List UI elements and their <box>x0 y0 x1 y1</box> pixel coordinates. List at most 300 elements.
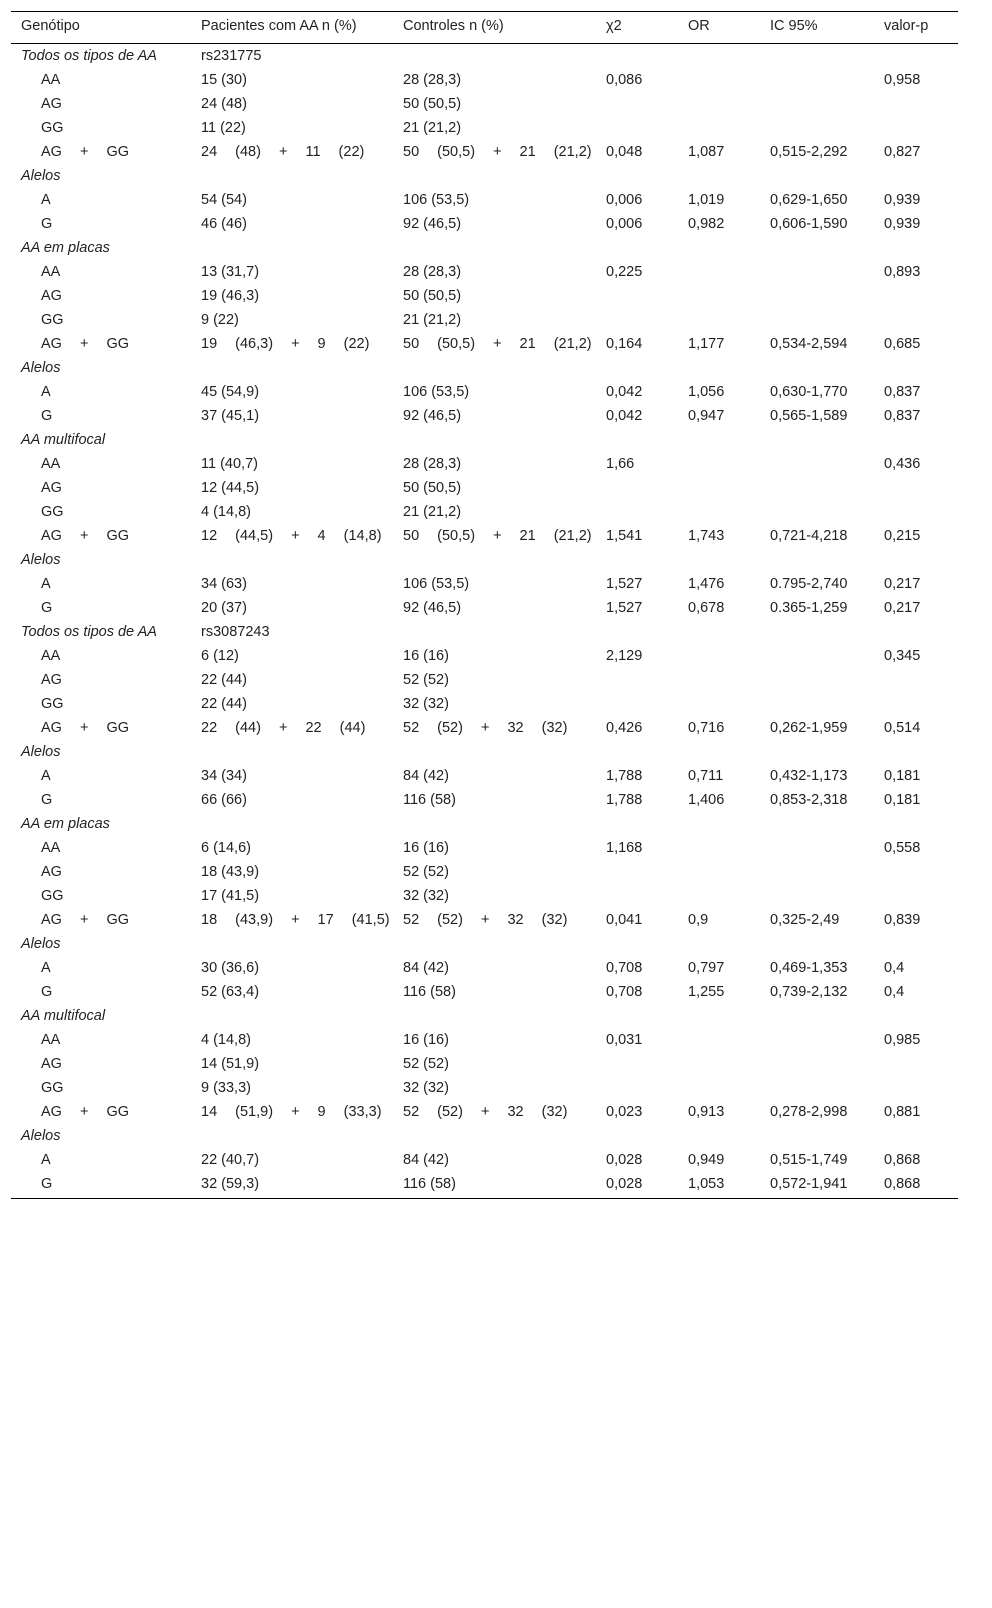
cell-valor-p: 0,939 <box>884 216 921 232</box>
cell-controles: 21 (21,2) <box>403 120 462 136</box>
cell-chi2 <box>596 692 678 716</box>
cell-or <box>678 548 760 572</box>
table-row <box>11 860 958 884</box>
section-row <box>11 236 958 260</box>
cell-or: 1,053 <box>678 1172 760 1199</box>
table-header-row <box>11 12 958 44</box>
cell-genotipo: GG <box>41 120 64 136</box>
cell-controles: 106 (53,5) <box>403 576 470 592</box>
cell-controles: 21 (21,2) <box>403 504 462 520</box>
cell-controles: 32 (32) <box>403 888 449 904</box>
cell-ic95: 0,721-4,218 <box>770 528 848 544</box>
cell-valor-p: 0,217 <box>884 576 921 592</box>
cell-genotipo: AG <box>41 864 62 880</box>
cell-genotipo: G <box>41 408 53 424</box>
table-row <box>11 1172 958 1199</box>
cell-or <box>678 356 760 380</box>
cell-genotipo: AA multifocal <box>21 432 106 448</box>
cell-genotipo: A <box>41 576 51 592</box>
cell-ic95 <box>760 260 874 284</box>
cell-genotipo: GG <box>41 888 64 904</box>
cell-genotipo: AG <box>41 672 62 688</box>
cell-genotipo: AA <box>41 648 61 664</box>
cell-or: 1,056 <box>688 384 725 400</box>
cell-chi2 <box>596 1052 678 1076</box>
cell-valor-p <box>874 860 958 884</box>
cell-or <box>678 428 760 452</box>
table-row <box>11 716 958 740</box>
cell-or <box>678 884 760 908</box>
cell-pacientes: 14 (51,9) + 9 (33,3) <box>201 1104 382 1120</box>
cell-controles <box>393 620 596 644</box>
table-row <box>11 260 958 284</box>
cell-or <box>678 500 760 524</box>
cell-genotipo: Todos os tipos de AA <box>21 48 157 64</box>
section-row <box>11 740 958 764</box>
cell-controles: 16 (16) <box>403 840 449 856</box>
cell-controles <box>393 812 596 836</box>
cell-valor-p: 0,893 <box>884 264 921 280</box>
cell-chi2: 0,006 <box>606 192 643 208</box>
table-row <box>11 980 958 1004</box>
cell-or <box>678 92 760 116</box>
cell-pacientes: rs3087243 <box>201 624 270 640</box>
cell-chi2: 2,129 <box>606 648 643 664</box>
table-row <box>11 908 958 932</box>
cell-ic95: 0,469-1,353 <box>770 960 848 976</box>
table-row <box>11 764 958 788</box>
cell-genotipo: AA <box>41 456 61 472</box>
cell-ic95 <box>760 452 874 476</box>
cell-or <box>678 860 760 884</box>
cell-ic95 <box>760 356 874 380</box>
cell-chi2 <box>596 884 678 908</box>
cell-genotipo: AG + GG <box>41 336 130 352</box>
cell-controles: 106 (53,5) <box>403 384 470 400</box>
cell-genotipo: AA em placas <box>21 816 110 832</box>
cell-ic95 <box>760 1052 874 1076</box>
cell-valor-p: 0,181 <box>884 768 921 784</box>
cell-controles: 28 (28,3) <box>403 264 462 280</box>
cell-or <box>678 812 760 836</box>
cell-controles: 52 (52) + 32 (32) <box>403 720 568 736</box>
cell-ic95: 0,739-2,132 <box>770 984 848 1000</box>
cell-ic95: 0,572-1,941 <box>760 1172 874 1199</box>
section-row <box>11 812 958 836</box>
cell-genotipo: AA <box>41 1032 61 1048</box>
cell-pacientes: 34 (63) <box>201 576 247 592</box>
table-row <box>11 1148 958 1172</box>
section-row <box>11 1004 958 1028</box>
table-row <box>11 308 958 332</box>
cell-valor-p: 0,685 <box>884 336 921 352</box>
cell-or: 1,087 <box>688 144 725 160</box>
cell-genotipo: G <box>41 600 53 616</box>
cell-or <box>678 116 760 140</box>
cell-valor-p <box>874 548 958 572</box>
cell-chi2: 0,023 <box>606 1104 643 1120</box>
cell-valor-p: 0,837 <box>884 384 921 400</box>
cell-pacientes <box>191 356 393 380</box>
cell-pacientes <box>191 548 393 572</box>
cell-or: 0,9 <box>688 912 709 928</box>
cell-ic95 <box>760 860 874 884</box>
cell-ic95 <box>760 812 874 836</box>
table-row <box>11 596 958 620</box>
cell-chi2: 0,028 <box>606 1152 643 1168</box>
cell-valor-p <box>874 164 958 188</box>
table-row <box>11 452 958 476</box>
cell-valor-p <box>874 236 958 260</box>
cell-genotipo: AG + GG <box>41 144 130 160</box>
cell-controles: 52 (52) + 32 (32) <box>403 1104 568 1120</box>
cell-pacientes: 19 (46,3) <box>201 288 260 304</box>
cell-genotipo: G <box>41 792 53 808</box>
cell-or <box>678 932 760 956</box>
cell-ic95 <box>760 644 874 668</box>
cell-valor-p <box>874 620 958 644</box>
cell-valor-p: 0,181 <box>884 792 921 808</box>
section-row <box>11 548 958 572</box>
cell-or <box>678 740 760 764</box>
cell-controles: 52 (52) <box>403 1056 449 1072</box>
header-controles: Controles n (%) <box>393 12 596 44</box>
cell-or <box>678 236 760 260</box>
cell-ic95 <box>760 116 874 140</box>
table-row <box>11 884 958 908</box>
cell-or: 0,982 <box>688 216 725 232</box>
cell-chi2 <box>596 932 678 956</box>
cell-genotipo: GG <box>41 696 64 712</box>
cell-ic95 <box>760 1076 874 1100</box>
table-row <box>11 1052 958 1076</box>
cell-pacientes: 22 (40,7) <box>201 1152 260 1168</box>
cell-pacientes <box>191 428 393 452</box>
cell-pacientes: 18 (43,9) + 17 (41,5) <box>201 912 390 928</box>
cell-or: 1,476 <box>688 576 725 592</box>
cell-controles: 50 (50,5) + 21 (21,2) <box>403 528 592 544</box>
table-row <box>11 284 958 308</box>
cell-controles: 84 (42) <box>403 768 449 784</box>
cell-valor-p: 0,514 <box>884 720 921 736</box>
cell-valor-p: 0,868 <box>884 1152 921 1168</box>
cell-pacientes: 24 (48) <box>201 96 247 112</box>
header-pacientes: Pacientes com AA n (%) <box>191 12 393 44</box>
cell-valor-p: 0,839 <box>884 912 921 928</box>
cell-ic95 <box>760 68 874 92</box>
cell-chi2: 1,788 <box>606 768 643 784</box>
cell-or <box>678 1052 760 1076</box>
cell-or: 1,019 <box>688 192 725 208</box>
cell-pacientes: 66 (66) <box>201 792 247 808</box>
header-genotipo: Genótipo <box>11 12 191 44</box>
cell-valor-p <box>874 812 958 836</box>
cell-ic95 <box>760 308 874 332</box>
cell-controles: 92 (46,5) <box>403 408 462 424</box>
cell-chi2: 0,086 <box>606 72 643 88</box>
cell-valor-p: 0,837 <box>884 408 921 424</box>
table-row <box>11 644 958 668</box>
cell-genotipo: GG <box>41 312 64 328</box>
cell-chi2 <box>596 476 678 500</box>
cell-ic95: 0,853-2,318 <box>770 792 848 808</box>
cell-ic95 <box>760 692 874 716</box>
cell-genotipo: AG + GG <box>41 528 130 544</box>
cell-ic95 <box>760 92 874 116</box>
cell-valor-p <box>874 284 958 308</box>
cell-ic95 <box>760 428 874 452</box>
cell-or: 1,406 <box>688 792 725 808</box>
cell-or <box>678 284 760 308</box>
cell-controles <box>393 1004 596 1028</box>
cell-controles <box>393 548 596 572</box>
cell-genotipo: A <box>41 1152 51 1168</box>
cell-or: 0,716 <box>688 720 725 736</box>
cell-chi2 <box>596 668 678 692</box>
cell-valor-p <box>874 44 958 69</box>
cell-ic95: 0.365-1,259 <box>770 600 848 616</box>
cell-or: 0,797 <box>688 960 725 976</box>
table-row <box>11 476 958 500</box>
table-row <box>11 188 958 212</box>
section-row <box>11 164 958 188</box>
cell-controles: 106 (53,5) <box>403 192 470 208</box>
cell-genotipo: Alelos <box>21 1128 61 1144</box>
cell-valor-p <box>874 884 958 908</box>
cell-or <box>678 836 760 860</box>
cell-genotipo: Alelos <box>21 744 61 760</box>
cell-chi2 <box>596 116 678 140</box>
cell-genotipo: G <box>11 1172 191 1199</box>
section-row <box>11 356 958 380</box>
cell-genotipo: AG <box>41 96 62 112</box>
cell-controles <box>393 428 596 452</box>
cell-controles <box>393 932 596 956</box>
cell-or: 0,949 <box>688 1152 725 1168</box>
cell-pacientes: 12 (44,5) + 4 (14,8) <box>201 528 382 544</box>
cell-chi2 <box>596 284 678 308</box>
cell-chi2 <box>596 236 678 260</box>
cell-or: 0,913 <box>688 1104 725 1120</box>
cell-pacientes: 11 (40,7) <box>201 456 258 472</box>
table-row <box>11 524 958 548</box>
cell-chi2 <box>596 548 678 572</box>
cell-genotipo: AA multifocal <box>21 1008 106 1024</box>
cell-chi2 <box>596 860 678 884</box>
cell-pacientes: 6 (14,6) <box>201 840 251 856</box>
cell-ic95 <box>760 44 874 69</box>
genotype-association-table <box>11 11 958 1199</box>
cell-pacientes <box>191 740 393 764</box>
cell-chi2 <box>596 620 678 644</box>
cell-controles <box>393 236 596 260</box>
cell-valor-p: 0,939 <box>884 192 921 208</box>
cell-valor-p: 0,4 <box>884 960 905 976</box>
section-row <box>11 44 958 69</box>
table-row <box>11 68 958 92</box>
cell-ic95 <box>760 476 874 500</box>
cell-controles <box>393 1124 596 1148</box>
cell-valor-p <box>874 308 958 332</box>
cell-chi2 <box>596 740 678 764</box>
cell-controles: 116 (58) <box>403 792 456 808</box>
cell-or <box>678 1124 760 1148</box>
section-row <box>11 932 958 956</box>
cell-genotipo: A <box>41 384 51 400</box>
cell-ic95 <box>760 236 874 260</box>
cell-controles: 32 (32) <box>403 1080 449 1096</box>
cell-controles: 84 (42) <box>403 960 449 976</box>
cell-pacientes: 37 (45,1) <box>201 408 260 424</box>
cell-pacientes <box>191 812 393 836</box>
cell-ic95: 0,565-1,589 <box>770 408 848 424</box>
cell-controles: 116 (58) <box>403 984 456 1000</box>
cell-pacientes: 46 (46) <box>201 216 247 232</box>
cell-or: 0,947 <box>688 408 725 424</box>
cell-controles: 52 (52) <box>403 672 449 688</box>
cell-chi2 <box>596 44 678 69</box>
cell-chi2: 0,031 <box>606 1032 643 1048</box>
cell-pacientes: 9 (22) <box>201 312 239 328</box>
table-row <box>11 956 958 980</box>
cell-valor-p: 0,827 <box>884 144 921 160</box>
cell-controles: 52 (52) + 32 (32) <box>403 912 568 928</box>
cell-chi2: 1,66 <box>606 456 635 472</box>
cell-pacientes <box>191 1124 393 1148</box>
cell-or <box>678 260 760 284</box>
cell-chi2 <box>596 92 678 116</box>
cell-or <box>678 452 760 476</box>
cell-pacientes: 52 (63,4) <box>201 984 260 1000</box>
cell-controles <box>393 740 596 764</box>
cell-valor-p <box>874 740 958 764</box>
table-row <box>11 92 958 116</box>
cell-controles: 92 (46,5) <box>403 216 462 232</box>
cell-controles: 50 (50,5) <box>403 480 462 496</box>
cell-valor-p: 0,345 <box>884 648 921 664</box>
cell-controles: 32 (32) <box>403 696 449 712</box>
cell-pacientes: 15 (30) <box>201 72 247 88</box>
cell-genotipo: AG <box>41 288 62 304</box>
table-row <box>11 1100 958 1124</box>
table-row <box>11 332 958 356</box>
cell-chi2: 0,042 <box>606 408 643 424</box>
cell-chi2 <box>596 1076 678 1100</box>
cell-ic95: 0,629-1,650 <box>770 192 848 208</box>
cell-genotipo: Todos os tipos de AA <box>21 624 157 640</box>
cell-genotipo: G <box>41 216 53 232</box>
header-chi2: χ2 <box>596 12 678 44</box>
cell-or <box>678 164 760 188</box>
cell-pacientes: rs231775 <box>201 48 262 64</box>
cell-genotipo: A <box>41 192 51 208</box>
cell-or: 0,711 <box>688 768 724 784</box>
cell-ic95 <box>760 284 874 308</box>
cell-pacientes: 6 (12) <box>201 648 239 664</box>
cell-or <box>678 1004 760 1028</box>
cell-chi2: 1,788 <box>606 792 643 808</box>
cell-ic95: 0,432-1,173 <box>770 768 848 784</box>
cell-pacientes: 20 (37) <box>201 600 247 616</box>
cell-chi2 <box>596 308 678 332</box>
cell-genotipo: A <box>41 768 51 784</box>
cell-valor-p: 0,881 <box>884 1104 921 1120</box>
table-row <box>11 1028 958 1052</box>
cell-ic95 <box>760 932 874 956</box>
cell-valor-p <box>874 476 958 500</box>
cell-valor-p <box>874 1004 958 1028</box>
section-row <box>11 1124 958 1148</box>
cell-ic95: 0.795-2,740 <box>770 576 848 592</box>
cell-controles: 50 (50,5) + 21 (21,2) <box>403 144 592 160</box>
cell-valor-p <box>874 1124 958 1148</box>
cell-ic95: 0,534-2,594 <box>770 336 848 352</box>
cell-valor-p <box>874 692 958 716</box>
cell-chi2 <box>596 500 678 524</box>
cell-ic95 <box>760 884 874 908</box>
cell-pacientes: 14 (51,9) <box>201 1056 260 1072</box>
cell-or <box>678 68 760 92</box>
cell-chi2: 0,708 <box>606 960 643 976</box>
cell-chi2: 0,164 <box>606 336 643 352</box>
cell-chi2: 1,541 <box>606 528 643 544</box>
table-row <box>11 668 958 692</box>
cell-genotipo: Alelos <box>21 936 61 952</box>
cell-valor-p <box>874 1052 958 1076</box>
cell-genotipo: AG + GG <box>41 720 130 736</box>
cell-chi2 <box>596 164 678 188</box>
cell-controles: 50 (50,5) <box>403 288 462 304</box>
cell-pacientes: 13 (31,7) <box>201 264 260 280</box>
cell-controles: 16 (16) <box>403 1032 449 1048</box>
cell-valor-p <box>874 932 958 956</box>
cell-or <box>678 44 760 69</box>
cell-genotipo: AA <box>41 264 61 280</box>
cell-pacientes: 30 (36,6) <box>201 960 260 976</box>
cell-genotipo: Alelos <box>21 360 61 376</box>
cell-genotipo: AG <box>41 480 62 496</box>
cell-valor-p <box>874 1076 958 1100</box>
cell-valor-p <box>874 116 958 140</box>
cell-genotipo: GG <box>41 1080 64 1096</box>
cell-or: 1,255 <box>688 984 725 1000</box>
cell-chi2: 0,708 <box>606 984 643 1000</box>
cell-valor-p: 0,436 <box>884 456 921 472</box>
cell-pacientes: 22 (44) <box>201 696 247 712</box>
cell-ic95: 0,278-2,998 <box>770 1104 848 1120</box>
cell-genotipo: AA em placas <box>21 240 110 256</box>
table-row <box>11 500 958 524</box>
cell-ic95 <box>760 1124 874 1148</box>
cell-controles: 16 (16) <box>403 648 449 664</box>
cell-genotipo: AG + GG <box>41 1104 130 1120</box>
cell-pacientes: 45 (54,9) <box>201 384 260 400</box>
cell-valor-p: 0,215 <box>884 528 921 544</box>
cell-pacientes <box>191 932 393 956</box>
cell-or <box>678 692 760 716</box>
cell-controles <box>393 164 596 188</box>
cell-controles: 28 (28,3) <box>403 72 462 88</box>
cell-genotipo: A <box>41 960 51 976</box>
cell-pacientes: 17 (41,5) <box>201 888 260 904</box>
cell-pacientes <box>191 164 393 188</box>
cell-or <box>678 668 760 692</box>
cell-ic95 <box>760 500 874 524</box>
table-row <box>11 212 958 236</box>
cell-pacientes: 22 (44) + 22 (44) <box>201 720 366 736</box>
table-row <box>11 692 958 716</box>
cell-chi2: 0,006 <box>606 216 643 232</box>
